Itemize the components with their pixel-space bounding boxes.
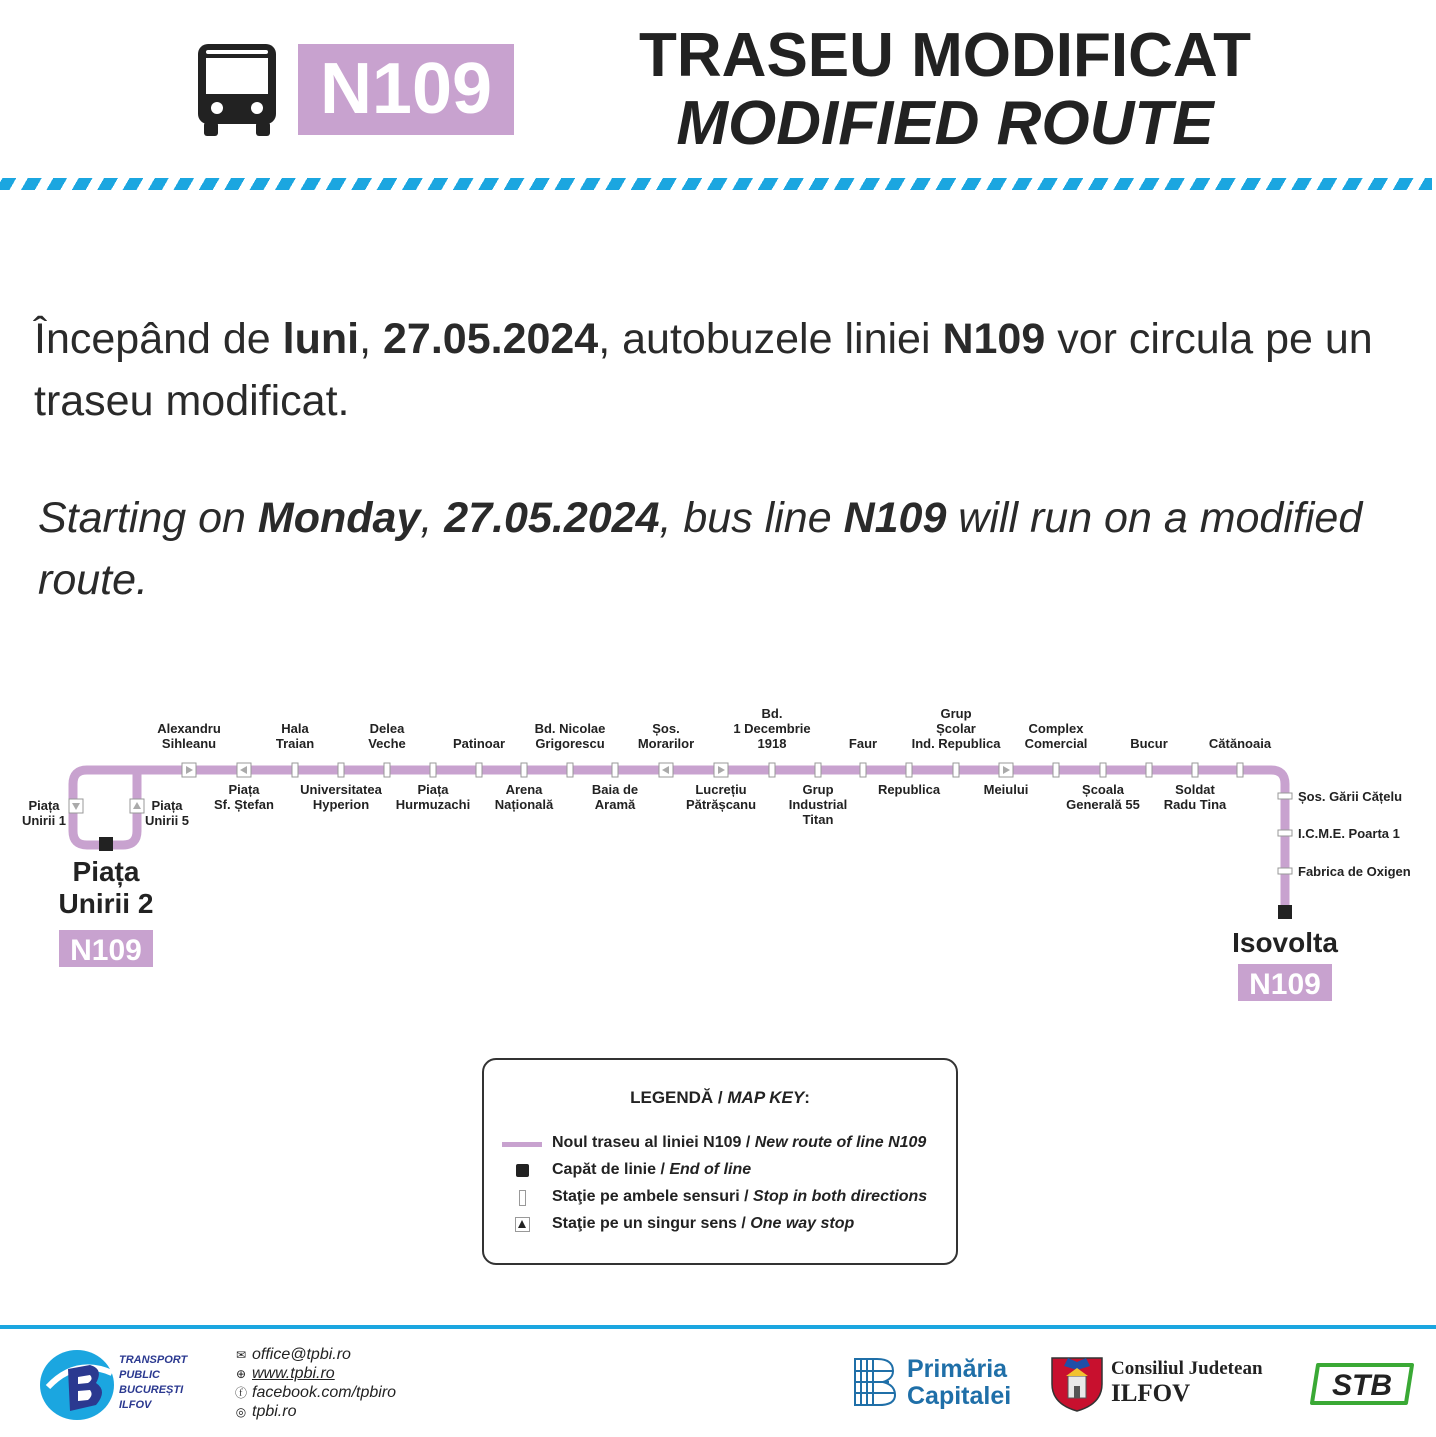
stop-label-line: Universitatea [300,782,382,797]
stop-label-line: Arena [505,782,543,797]
stop-label-line: Faur [848,736,878,751]
stop-label [300,782,382,812]
stop-both-directions-icon [1278,868,1292,874]
primaria-name: Primăria Capitalei [907,1355,1012,1410]
stop-label-line: Sf. Ștefan [214,796,274,812]
stop-label-line: Republica [877,782,941,797]
notice-ro-segment: luni [282,315,360,363]
stop-label [535,721,606,751]
stop-label [495,782,554,812]
legend-item [552,1215,854,1233]
terminal-name-line: Unirii 2 [58,888,154,920]
stop-label [912,706,1002,751]
stop-one-way-icon [999,763,1013,777]
stop-label [145,798,189,828]
stop-label-line: Patinoar [452,736,506,751]
instagram-icon: ◎ [235,1404,247,1419]
line-badge: N109 [298,44,514,135]
stop-label-line: Școlar [936,720,976,736]
stop-label-line: 1918 [757,735,787,751]
notice-ro [34,308,1414,432]
stop-both-directions-icon [1100,763,1106,777]
legend-item-ro: Noul traseu al liniei N109 / [552,1134,755,1151]
stop-label-line: Șos. [652,721,680,736]
contact-item[interactable] [234,1364,396,1383]
stop-both-directions-icon [815,763,821,777]
legend-item [552,1134,926,1152]
stop-label-line: Piața [417,782,449,797]
stop-label [276,721,314,751]
notice-ro-segment: , [359,315,384,363]
contact-text[interactable]: tpbi.ro [252,1403,297,1420]
tpbi-name-line: TRANSPORT [119,1354,188,1366]
stop-both-directions-icon [860,763,866,777]
contact-text[interactable]: office@tpbi.ro [252,1346,351,1363]
stop-both-directions-icon [521,763,527,777]
stop-one-way-icon [714,763,728,777]
map-legend [482,1058,958,1265]
contact-item[interactable] [234,1383,396,1402]
notice-en-segment: Starting on [38,494,258,542]
title-en: MODIFIED ROUTE [676,89,1214,158]
facebook-icon: ⓕ [234,1385,247,1400]
contact-text[interactable]: www.tpbi.ro [252,1365,335,1382]
legend-item-en: New route of line N109 [754,1134,927,1151]
legend-one-way-icon [515,1217,530,1232]
stop-label-line: Cătănoaia [1208,736,1272,751]
stop-label-line: Comercial [1024,735,1088,751]
legend-route-line-icon [502,1142,542,1147]
stop-label-line: Grigorescu [535,735,605,751]
stop-both-directions-icon [953,763,959,777]
notice-ro-segment: 27.05.2024 [383,315,599,363]
legend-item [552,1188,927,1206]
stop-both-directions-icon [430,763,436,777]
stop-label [849,736,877,751]
notice-en [38,487,1418,611]
stop-label-line: Unirii 1 [21,812,67,828]
footer-divider [0,1325,1436,1329]
contact-item[interactable] [234,1402,396,1421]
terminal-name [1232,927,1338,958]
stop-both-directions-icon [567,763,573,777]
tpbi-logo-icon [38,1347,116,1423]
stop-label: I.C.M.E. Poarta 1 [1298,826,1400,841]
stop-label [984,782,1029,797]
stop-label-line: 1 Decembrie [733,720,811,736]
stop-label-line: Aramă [594,796,636,812]
stop-label [22,798,66,828]
legend-item-ro: Staţie pe un singur sens / [552,1215,751,1232]
tpbi-name-line: ILFOV [119,1399,152,1411]
stop-both-directions-icon [1278,793,1292,799]
tpbi-name-line: PUBLIC [119,1369,160,1381]
stop-label-line: Radu Tina [1163,796,1227,812]
legend-item-ro: Capăt de linie / [552,1161,670,1178]
stop-label [453,736,505,751]
stop-label-line: Meiului [983,782,1029,797]
stop-both-directions-icon [1053,763,1059,777]
consiliul-name: Consiliul Judetean ILFOV [1111,1358,1263,1407]
primaria-logo-icon [853,1357,897,1407]
stop-label-line: Piața [228,782,260,797]
stop-label-line: Hala [281,721,309,736]
notice-en-segment: N109 [843,494,947,542]
stop-label-line: Hyperion [312,796,370,812]
end-of-line-icon [99,837,113,851]
terminal-badge-text: N109 [1249,968,1321,1001]
stop-label [1025,721,1088,751]
stb-logo-icon [1308,1361,1416,1407]
stop-both-directions-icon [1146,763,1152,777]
stop-both-directions-icon [906,763,912,777]
stop-both-directions-icon [384,763,390,777]
stop-label-line: Bd. [761,706,783,721]
contact-text[interactable]: facebook.com/tpbiro [252,1384,397,1401]
stop-label-line: Lucrețiu [695,782,747,797]
stop-label-line: Națională [494,796,554,812]
stop-label-line: Piața [28,798,60,813]
stop-label-line: Soldat [1175,782,1215,797]
stop-both-directions-icon [612,763,618,777]
stop-label-line: Școala [1082,782,1124,797]
stb-logo-text: STB [1332,1369,1392,1402]
stop-label-line: Grup [802,782,834,797]
stop-label-line: Complex [1028,721,1084,736]
contact-item[interactable] [234,1345,396,1364]
route-diagram [0,700,1436,1020]
globe-icon: ⊕ [235,1366,247,1381]
bus-icon [198,44,276,136]
legend-item-en: End of line [669,1161,752,1178]
notice-en-segment: Monday [257,494,421,542]
stop-one-way-icon [69,799,83,813]
stop-one-way-icon [182,763,196,777]
stop-label [638,721,694,751]
stop-label [396,782,470,812]
stop-one-way-icon [659,763,673,777]
stop-one-way-icon [237,763,251,777]
stop-label [214,782,274,812]
stop-both-directions-icon [292,763,298,777]
notice-ro-segment: , autobuzele liniei [598,315,943,363]
stop-label-line: Unirii 5 [144,812,190,828]
header-divider [0,178,1432,190]
notice-ro-segment: vor circula pe un traseu modificat. [34,315,1373,425]
notice-ro-segment: Începând de [34,315,283,363]
notice-en-segment: 27.05.2024 [444,494,660,542]
contacts [234,1345,396,1421]
legend-both-directions-icon [519,1190,526,1206]
stop-label-line: Bd. Nicolae [534,721,606,736]
stop-label [1066,782,1140,812]
stop-label [789,782,848,827]
stop-label [157,721,221,751]
stop-label [592,782,638,812]
stop-label-line: Piața [151,798,183,813]
legend-item-ro: Staţie pe ambele sensuri / [552,1188,753,1205]
stop-label-line: Baia de [591,782,639,797]
terminal-badge-text: N109 [70,934,142,967]
legend-end-of-line-icon [516,1164,529,1177]
stop-label [686,782,756,812]
terminal-name-line: Piața [72,856,140,887]
stop-label-line: Bucur [1130,736,1168,751]
notice-en-segment: , bus line [659,494,844,542]
legend-item-en: Stop in both directions [752,1188,928,1205]
legend-one-way-arrow-icon [518,1220,526,1228]
stop-label-line: Grup [940,706,972,721]
stop-both-directions-icon [769,763,775,777]
stop-both-directions-icon [476,763,482,777]
tpbi-name [119,1353,199,1413]
legend-item [552,1161,751,1179]
stop-label [878,782,941,797]
stop-label: Șos. Gării Cățelu [1298,789,1403,804]
tpbi-name-line: BUCUREȘTI [119,1384,184,1396]
stop-label [733,706,810,751]
legend-title: LEGENDĂ / MAP KEY: [630,1088,810,1107]
mail-icon: ✉ [235,1347,247,1362]
stop-both-directions-icon [1192,763,1198,777]
stop-label-line: Ind. Republica [911,735,1001,751]
terminal-name [59,856,154,919]
notice-en-segment: will run on a modified route. [38,494,1363,604]
stop-label-line: Hurmuzachi [395,796,471,812]
stop-label-line: Generală 55 [1066,796,1140,812]
ilfov-coat-of-arms-icon [1050,1354,1104,1412]
stop-both-directions-icon [1237,763,1243,777]
stop-label-line: Sihleanu [161,735,217,751]
stop-label-line: Industrial [788,796,848,812]
stop-label-line: Titan [802,811,834,827]
stop-both-directions-icon [338,763,344,777]
stop-label [1130,736,1168,751]
stop-label-line: Morarilor [637,735,695,751]
terminal-name-line: Isovolta [1232,927,1338,958]
stop-label-line: Pătrășcanu [685,796,757,812]
stop-label [1209,736,1272,751]
stop-label-line: Veche [368,735,406,751]
end-of-line-icon [1278,905,1292,919]
stop-label: Fabrica de Oxigen [1298,864,1411,879]
stop-one-way-icon [130,799,144,813]
stop-label-line: Traian [275,735,315,751]
stop-both-directions-icon [1278,830,1292,836]
notice-ro-segment: N109 [942,315,1046,363]
stop-label [368,721,406,751]
notice-en-segment: , [420,494,445,542]
stop-label-line: Delea [369,721,405,736]
legend-item-en: One way stop [750,1215,855,1232]
title-ro: TRASEU MODIFICAT [639,21,1251,90]
stop-label [1164,782,1227,812]
stop-label-line: Alexandru [157,721,221,736]
